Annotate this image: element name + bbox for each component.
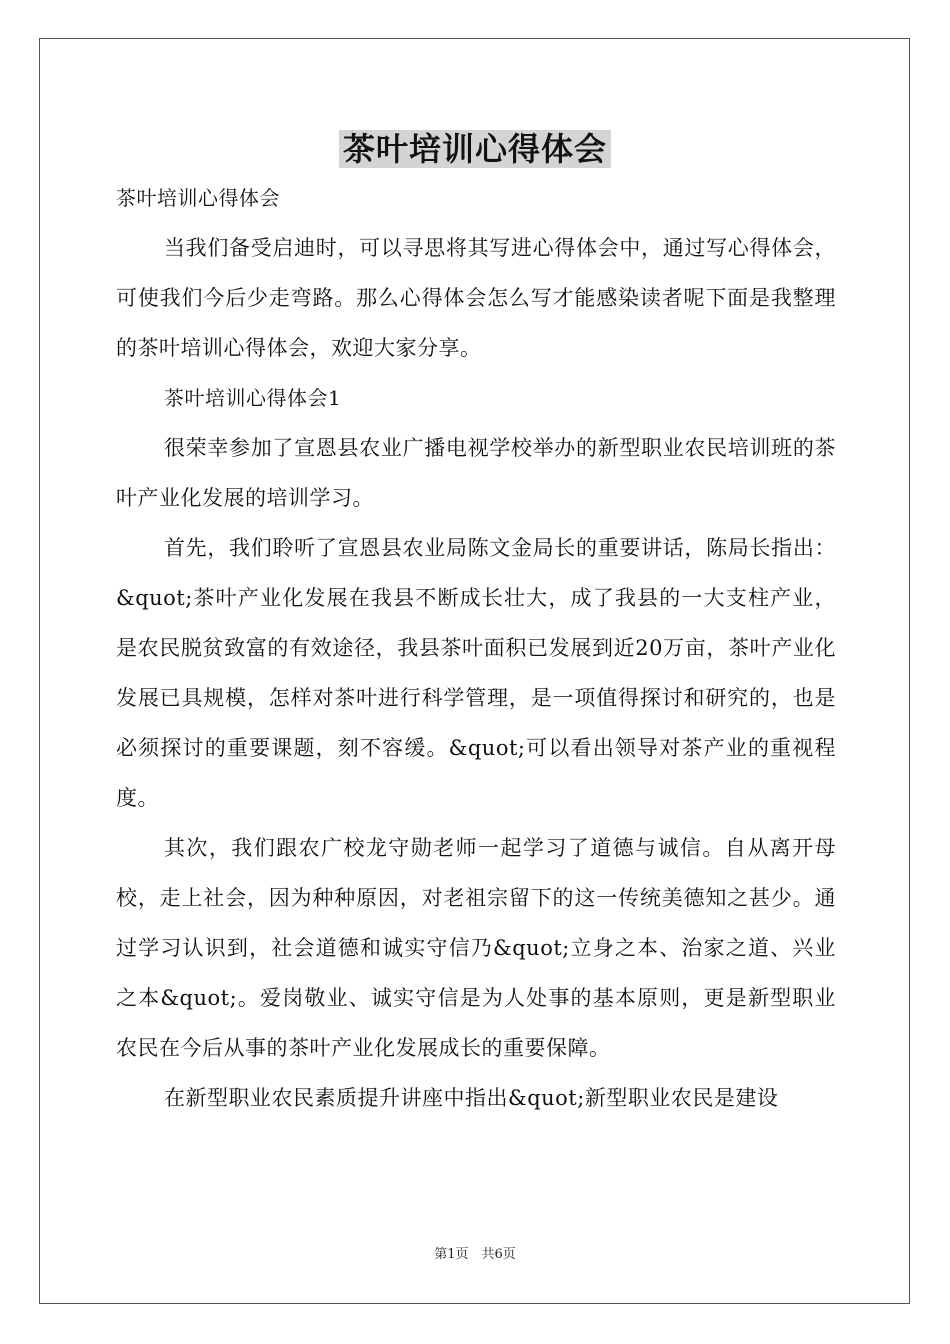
intro-paragraph: 当我们备受启迪时，可以寻思将其写进心得体会中，通过写心得体会，可使我们今后少走弯路。那么心得体会怎么写才能感染读者呢下面是我整理的茶叶培训心得体会，欢迎大家分享。 [116, 236, 836, 360]
document-title-text: 茶叶培训心得体会 [339, 130, 611, 168]
paragraph: 首先，我们聆听了宣恩县农业局陈文金局长的重要讲话，陈局长指出：&quot;茶叶产业化发展在我县不断成长壮大，成了我县的一大支柱产业，是农民脱贫致富的有效途径，我县茶叶面积已发展到近20万亩，茶叶产业化发展已具规模，怎样对茶叶进行科学管理，是一项值得探讨和研究的，也是必须探讨的重要课题，刻不容缓。&quot;可以看出领导对茶产业的重视程度。 [116, 536, 836, 810]
document-title [0, 124, 950, 174]
page-footer: 第1页 共6页 [434, 1247, 516, 1262]
document-body [116, 173, 836, 1123]
paragraph: 在新型职业农民素质提升讲座中指出&quot;新型职业农民是建设 [164, 1086, 779, 1110]
paragraph: 其次，我们跟农广校龙守勋老师一起学习了道德与诚信。自从离开母校，走上社会，因为种种原因，对老祖宗留下的这一传统美德知之甚少。通过学习认识到，社会道德和诚实守信乃&quot;立身之本、治家之道、兴业之本&quot;。爱岗敬业、诚实守信是为人处事的基本原则，更是新型职业农民在今后从事的茶叶产业化发展成长的重要保障。 [116, 836, 836, 1060]
subtitle-line: 茶叶培训心得体会 [116, 186, 280, 210]
section-heading: 茶叶培训心得体会1 [164, 386, 342, 410]
paragraph: 很荣幸参加了宣恩县农业广播电视学校举办的新型职业农民培训班的茶叶产业化发展的培训学习。 [116, 436, 836, 510]
